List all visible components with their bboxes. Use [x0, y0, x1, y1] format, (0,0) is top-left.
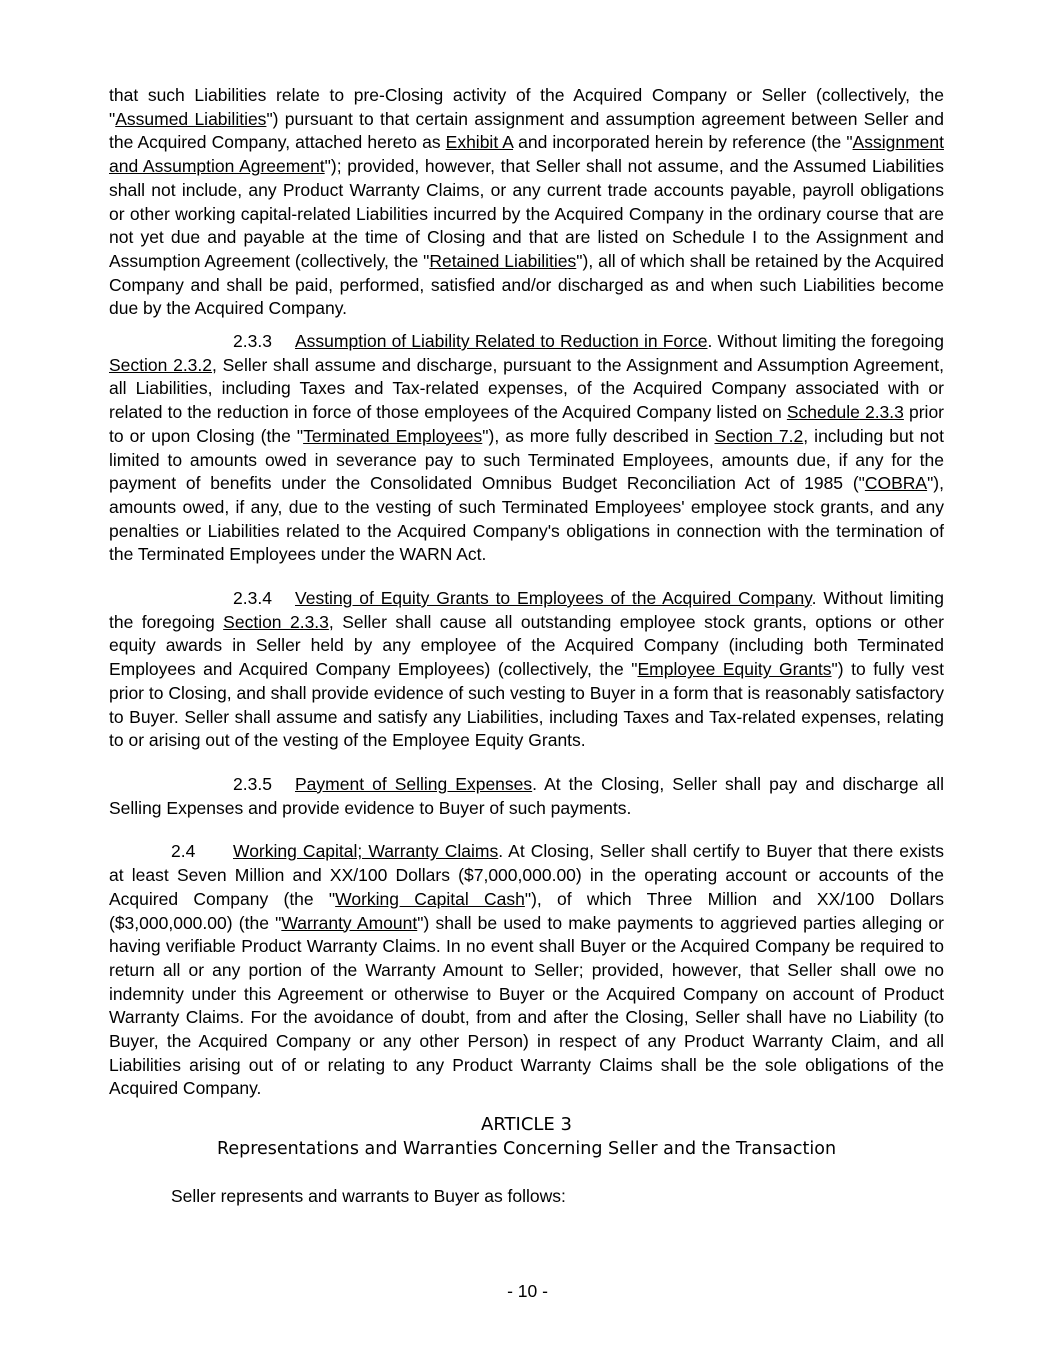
- section-2-3-5: [109, 773, 944, 820]
- section-reference: Section 7.2: [714, 425, 804, 446]
- schedule-reference: Schedule 2.3.3: [786, 402, 904, 423]
- section-heading: Assumption of Liability Related to Reduction in Force: [295, 331, 708, 352]
- text-run: ") to fully vest prior to Closing, and shall provide evidence of such vesting to Buyer in a form that is reasonably satisfactory to Buyer. Seller shall assume and satisfy any Liabilities, including Taxes and Tax-related expenses, relating to or arising out of the vesting of the Employee Equity Grants.: [109, 659, 945, 751]
- defined-term: Warranty Amount: [281, 912, 418, 933]
- defined-term: Assignment and Assumption Agreement: [109, 132, 944, 177]
- text-run: "), all of which shall be retained by the Acquired Company and shall be paid, performed, satisfied and/or discharged as and when such Liabilities become due by the Acquired Company.: [109, 250, 944, 319]
- section-reference: Section 2.3.2: [109, 354, 213, 375]
- text-run: "), as more fully described in: [482, 425, 715, 446]
- text-run: and incorporated herein by reference (the ": [513, 132, 853, 153]
- text-run: . At the Closing, Seller shall pay and discharge all Selling Expenses and provide evidence to Buyer of such payments.: [109, 773, 944, 818]
- text-run: "), of which Three Million and XX/100 Dollars ($3,000,000.00) (the ": [109, 888, 945, 933]
- section-number: 2.3.4: [233, 588, 272, 609]
- defined-term: Terminated Employees: [303, 425, 483, 446]
- section-2-3-3: [109, 330, 944, 567]
- page-number: - 10 -: [507, 1281, 548, 1301]
- text-run: "); provided, however, that Seller shall not assume, and the Assumed Liabilities shall not include, any Product Warranty Claims, or any current trade accounts payable, payroll obligations or other working capital-related Liabilities incurred by the Acquired Company in the ordinary course that are not yet due and payable at the time of Closing and that are listed on Schedule I to the Assignment and Assumption Agreement (collectively, the ": [109, 156, 944, 271]
- section-2-3-4: [109, 587, 944, 753]
- section-heading: Payment of Selling Expenses: [295, 773, 533, 794]
- text-run: , including but not limited to amounts owed in severance pay to such Terminated Employees, amounts due, if any for the payment of benefits under the Consolidated Omnibus Budget Reconciliation Act of 1985 (": [109, 425, 945, 494]
- defined-term: COBRA: [864, 473, 928, 494]
- section-reference: Section 2.3.3: [223, 611, 329, 632]
- defined-term: Retained Liabilities: [429, 250, 577, 271]
- exhibit-reference: Exhibit A: [445, 132, 514, 153]
- text-run: ") shall be used to make payments to aggrieved parties alleging or having verifiable Product Warranty Claims. In no event shall Buyer or the Acquired Company be required to return all or any portion of the Warranty Amount to Seller; provided, however, that Seller shall owe no indemnity under this Agreement or otherwise to Buyer or the Acquired Company on account of Product Warranty Claims. For the avoidance of doubt, from and after the Closing, Seller shall have no Liability (to Buyer, the Acquired Company or any other Person) in respect of any Product Warranty Claim, and all Liabilities arising out of or relating to any Product Warranty Claims shall be the sole obligations of the Acquired Company.: [109, 912, 944, 1099]
- text-run: . Without limiting the foregoing: [109, 588, 944, 632]
- defined-term: Assumed Liabilities: [115, 108, 267, 129]
- text-run: ") pursuant to that certain assignment and assumption agreement between Seller and the Acquired Company, attached hereto as: [109, 108, 944, 153]
- article-subtitle: Representations and Warranties Concerning Seller and the Transaction: [216, 1139, 837, 1160]
- defined-term: Working Capital Cash: [335, 888, 525, 909]
- text-run: . Without limiting the foregoing: [707, 331, 944, 352]
- text-run: , Seller shall assume and discharge, pursuant to the Assignment and Assumption Agreement, all Liabilities, including Taxes and Tax-related expenses, of the Acquired Company associated with or related to the reduction in force of those employees of the Acquired Company listed on: [109, 354, 945, 423]
- section-2-4: [109, 840, 944, 1101]
- paragraph-continuation: [109, 84, 944, 321]
- defined-term: Employee Equity Grants: [637, 659, 832, 680]
- text-run: "), amounts owed, if any, due to the vesting of such Terminated Employees' employee stock grants, and any penalties or Liabilities related to the Acquired Company's obligations in connection with the termination of the Terminated Employees under the WARN Act.: [109, 473, 944, 565]
- section-number: 2.3.5: [233, 773, 272, 794]
- text-run: prior to or upon Closing (the ": [109, 402, 945, 446]
- text-run: , Seller shall cause all outstanding employee stock grants, options or other equity awards in Seller held by any employee of the Acquired Company (including both Terminated Employees and Acquired Company Employees) (collectively, the ": [109, 611, 945, 680]
- section-number: 2.3.3: [233, 331, 272, 352]
- document-body: [109, 84, 944, 1209]
- text-run: . At Closing, Seller shall certify to Buyer that there exists at least Seven Million and XX/100 Dollars ($7,000,000.00) in the operating account or accounts of the Acquired Company (the ": [109, 841, 944, 909]
- article-title: ARTICLE 3: [481, 1114, 572, 1136]
- section-heading: Working Capital; Warranty Claims: [233, 841, 499, 862]
- text-run: that such Liabilities relate to pre-Closing activity of the Acquired Company or Seller (collectively, the ": [109, 85, 944, 129]
- article-intro: Seller represents and warrants to Buyer as follows:: [171, 1186, 566, 1207]
- section-heading: Vesting of Equity Grants to Employees of the Acquired Company: [295, 588, 812, 609]
- section-number: 2.4: [171, 841, 196, 862]
